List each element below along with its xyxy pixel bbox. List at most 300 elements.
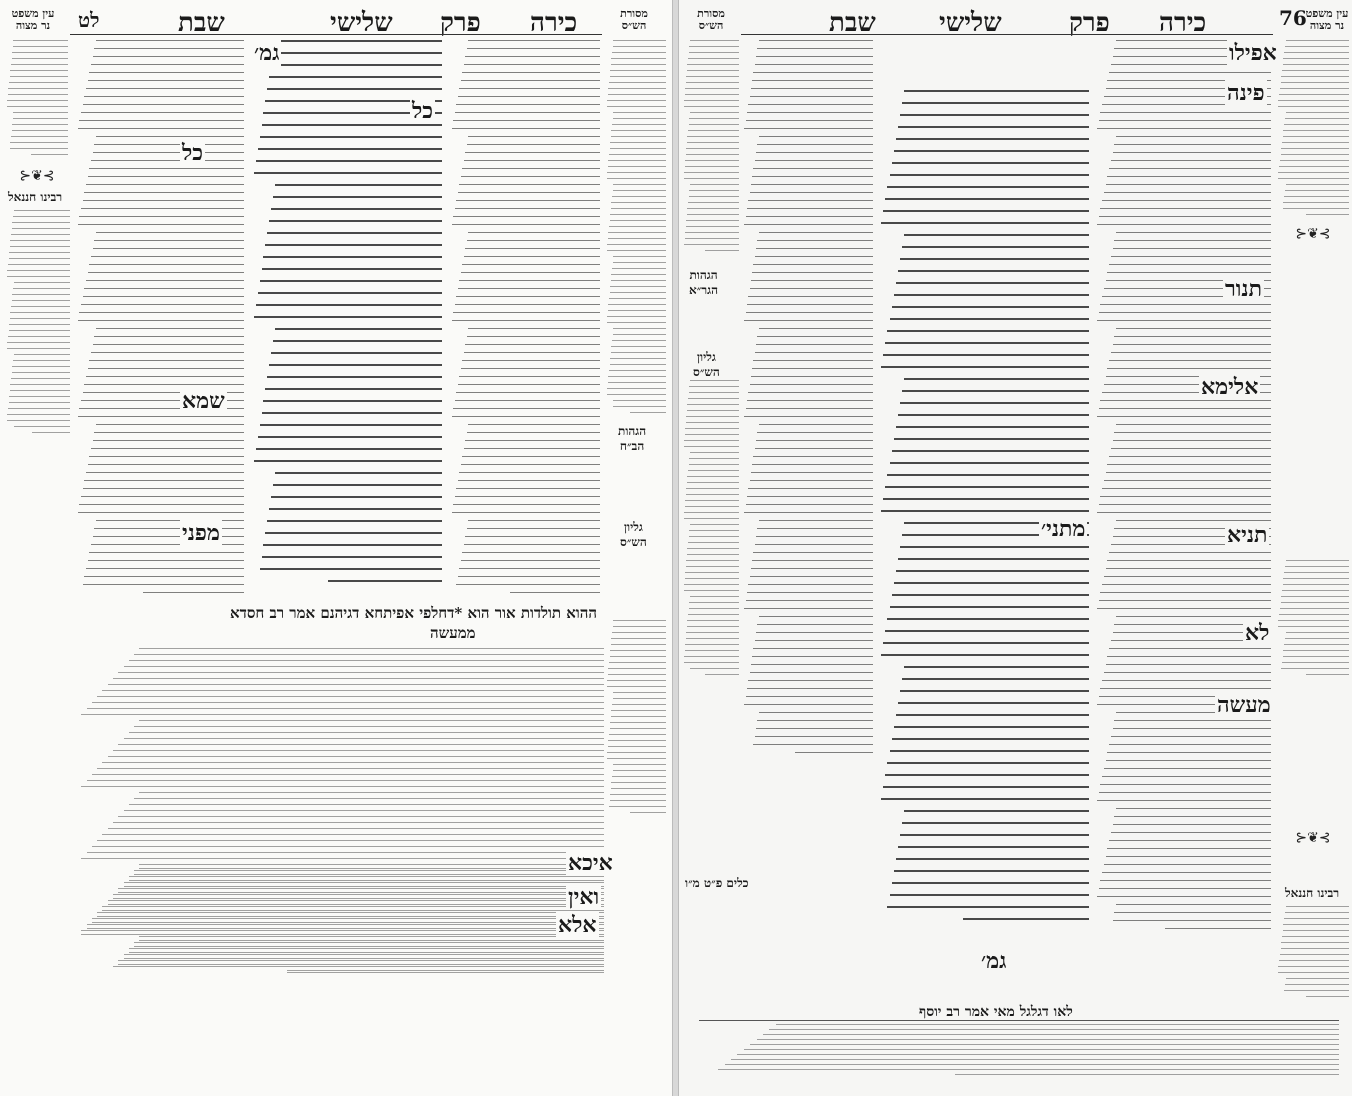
- text-line: [612, 776, 666, 777]
- text-line: [689, 602, 739, 603]
- text-line: [887, 474, 1089, 476]
- text-line: [894, 870, 1089, 872]
- text-line: [86, 568, 244, 569]
- text-line: [84, 96, 244, 97]
- text-line: [96, 40, 244, 41]
- text-line: [91, 160, 244, 161]
- text-line: [86, 376, 244, 377]
- text-line: [12, 52, 68, 53]
- text-line: [613, 620, 666, 621]
- text-line: [7, 100, 68, 101]
- text-line: [904, 90, 1089, 92]
- text-line: [1114, 336, 1271, 337]
- text-line: [759, 136, 873, 137]
- text-line: [690, 380, 739, 381]
- rashi-text: [450, 40, 600, 593]
- gemara-closing-line-2: ממעשה: [430, 624, 476, 642]
- text-line: [129, 732, 604, 733]
- text-line: [458, 480, 601, 481]
- text-line: [685, 506, 739, 507]
- text-line: [610, 70, 666, 71]
- text-line: [1285, 912, 1349, 913]
- text-line: [8, 408, 70, 409]
- text-line: [1111, 736, 1271, 737]
- text-line: [757, 240, 873, 241]
- gemara-heading: גמ׳: [981, 948, 1007, 974]
- text-line: [752, 560, 873, 561]
- text-line: [1111, 256, 1271, 257]
- text-line: [467, 240, 601, 241]
- text-line: [687, 70, 739, 71]
- text-line: [456, 488, 600, 489]
- text-line: [900, 402, 1089, 404]
- text-line: [1113, 440, 1271, 441]
- text-line: [887, 906, 1089, 908]
- text-line: [1281, 76, 1349, 77]
- text-line: [13, 118, 68, 119]
- text-line: [753, 360, 873, 361]
- text-line: [1283, 578, 1349, 579]
- bottom-notes-text: [699, 1024, 1339, 1075]
- text-line: [452, 512, 601, 513]
- text-line: [607, 316, 666, 317]
- text-line: [7, 342, 70, 343]
- text-line: [464, 448, 601, 449]
- text-line: [610, 656, 666, 657]
- text-line: [468, 424, 600, 425]
- text-line: [89, 552, 244, 553]
- text-line: [611, 202, 666, 203]
- rabenu-chananel-column: [6, 210, 70, 440]
- text-line: [458, 576, 601, 577]
- text-line: [737, 1054, 1339, 1055]
- text-line: [1106, 472, 1271, 473]
- text-line: [462, 264, 600, 265]
- text-line: [89, 264, 244, 265]
- text-line: [610, 722, 666, 723]
- chapter-word: פרק: [1069, 8, 1110, 38]
- text-line: [753, 264, 873, 265]
- text-line: [260, 136, 442, 138]
- text-line: [613, 764, 666, 765]
- text-line: [1104, 864, 1271, 865]
- text-line: [462, 72, 600, 73]
- text-line: [1283, 656, 1349, 657]
- rabenu-chananel-text: [1277, 906, 1349, 997]
- text-line: [93, 152, 244, 153]
- text-line: [118, 744, 604, 745]
- text-line: [1114, 240, 1271, 241]
- text-line: [904, 234, 1089, 236]
- text-line: [94, 336, 244, 337]
- text-line: [613, 698, 666, 699]
- text-line: [94, 144, 244, 145]
- text-line: [81, 208, 244, 209]
- text-line: [755, 448, 873, 449]
- text-line: [608, 232, 666, 233]
- text-line: [755, 544, 873, 545]
- text-line: [896, 426, 1089, 428]
- text-line: [630, 812, 666, 813]
- gemara-footer-line: לאו דגלגל מאי אמר רב יוסף: [919, 1004, 1073, 1020]
- text-line: [1102, 680, 1271, 681]
- text-line: [750, 192, 874, 193]
- text-line: [455, 400, 601, 401]
- text-line: [744, 224, 873, 225]
- text-line: [1102, 200, 1271, 201]
- text-line: [609, 370, 666, 371]
- text-line: [83, 584, 244, 585]
- text-line: [461, 272, 601, 273]
- text-line: [748, 104, 873, 105]
- text-line: [686, 76, 739, 77]
- ein-mishpat-label: עין משפט נר מצוה: [1305, 7, 1349, 32]
- mesorat-hashas-column: [606, 40, 666, 420]
- text-line: [744, 1049, 1339, 1050]
- text-line: [92, 774, 604, 775]
- text-line: [687, 214, 739, 215]
- text-line: [1107, 176, 1271, 177]
- text-line: [610, 728, 666, 729]
- text-line: [8, 336, 70, 337]
- text-line: [902, 678, 1089, 680]
- text-line: [271, 208, 442, 210]
- text-line: [456, 200, 600, 201]
- text-line: [1102, 872, 1271, 873]
- text-line: [890, 894, 1090, 896]
- text-line: [892, 162, 1089, 164]
- lekutei-rashi-column: [606, 620, 666, 820]
- text-line: [1106, 760, 1271, 761]
- text-line: [610, 214, 666, 215]
- text-line: [610, 800, 666, 801]
- text-line: [9, 82, 68, 83]
- text-line: [452, 224, 601, 225]
- text-line: [684, 518, 739, 519]
- text-line: [453, 120, 600, 121]
- text-line: [610, 794, 666, 795]
- text-line: [1286, 906, 1349, 907]
- text-line: [898, 846, 1089, 848]
- text-line: [687, 554, 739, 555]
- text-line: [456, 104, 600, 105]
- text-line: [89, 456, 244, 457]
- text-line: [690, 112, 739, 113]
- text-line: [756, 536, 873, 537]
- text-line: [1116, 424, 1271, 425]
- text-line: [753, 744, 873, 745]
- text-line: [9, 396, 70, 397]
- gilyon-hashas-heading: גליון הש״ס: [620, 520, 647, 549]
- text-line: [963, 918, 1089, 920]
- text-line: [690, 452, 739, 453]
- text-line: [748, 296, 873, 297]
- text-line: [459, 280, 600, 281]
- text-line: [688, 130, 739, 131]
- text-line: [689, 118, 739, 119]
- text-line: [608, 166, 666, 167]
- text-line: [1278, 172, 1349, 173]
- text-line: [755, 64, 873, 65]
- text-line: [1306, 674, 1349, 675]
- text-line: [611, 352, 666, 353]
- text-line: [455, 112, 601, 113]
- text-line: [1097, 512, 1271, 513]
- text-line: [287, 970, 604, 971]
- text-line: [750, 480, 874, 481]
- text-line: [265, 244, 442, 246]
- text-line: [753, 648, 873, 649]
- margin-notes-column: [1277, 560, 1349, 680]
- text-line: [686, 488, 739, 489]
- text-line: [795, 752, 873, 753]
- gemara-closing-line: ההוא תולדות אור הוא *דחלפי אפיתחא דגיהנם אמר רב חסדא: [230, 604, 597, 622]
- text-line: [139, 868, 604, 869]
- text-line: [102, 762, 604, 763]
- text-line: [759, 328, 873, 329]
- text-line: [686, 148, 739, 149]
- text-line: [113, 822, 604, 823]
- text-line: [86, 88, 244, 89]
- text-line: [756, 248, 873, 249]
- text-line: [1097, 608, 1271, 609]
- lower-commentary-2: [76, 868, 604, 978]
- text-line: [753, 552, 873, 553]
- text-line: [1283, 208, 1349, 209]
- text-line: [744, 608, 873, 609]
- text-line: [607, 172, 666, 173]
- text-line: [883, 498, 1089, 500]
- text-line: [687, 404, 739, 405]
- text-line: [455, 304, 601, 305]
- text-line: [461, 368, 601, 369]
- text-line: [10, 148, 68, 149]
- text-line: [1114, 144, 1271, 145]
- kol-tosafot-heading: כל: [182, 140, 204, 166]
- text-line: [88, 80, 244, 81]
- text-line: [97, 696, 604, 697]
- text-line: [881, 654, 1089, 656]
- text-line: [763, 1034, 1339, 1035]
- text-line: [102, 690, 604, 691]
- text-line: [757, 144, 873, 145]
- text-line: [750, 288, 874, 289]
- text-line: [81, 112, 244, 113]
- text-line: [92, 846, 604, 847]
- text-line: [608, 304, 666, 305]
- text-line: [464, 64, 601, 65]
- text-line: [747, 208, 873, 209]
- text-line: [1279, 94, 1349, 95]
- text-line: [613, 400, 666, 401]
- text-line: [1107, 752, 1271, 753]
- text-line: [1283, 202, 1349, 203]
- text-line: [78, 416, 244, 417]
- text-line: [1282, 936, 1349, 937]
- text-line: [108, 756, 604, 757]
- text-line: [13, 216, 70, 217]
- chapter-name: כירה: [530, 8, 578, 38]
- text-line: [1282, 662, 1349, 663]
- text-line: [608, 310, 666, 311]
- text-line: [902, 822, 1089, 824]
- text-line: [108, 684, 604, 685]
- text-line: [1279, 166, 1349, 167]
- text-line: [613, 184, 666, 185]
- text-line: [510, 592, 600, 593]
- text-line: [1111, 832, 1271, 833]
- text-line: [1099, 216, 1271, 217]
- text-line: [91, 352, 244, 353]
- text-line: [747, 496, 873, 497]
- text-line: [746, 600, 873, 601]
- text-line: [7, 414, 70, 415]
- text-line: [14, 426, 70, 427]
- text-line: [1283, 130, 1349, 131]
- text-line: [902, 102, 1089, 104]
- ein-mishpat-text: [6, 40, 68, 155]
- text-line: [689, 392, 739, 393]
- text-line: [271, 64, 442, 66]
- text-line: [688, 58, 739, 59]
- text-line: [260, 568, 442, 570]
- text-line: [896, 282, 1089, 284]
- text-line: [751, 88, 873, 89]
- text-line: [757, 1039, 1339, 1040]
- text-line: [607, 250, 666, 251]
- text-line: [1106, 856, 1271, 857]
- text-line: [93, 56, 244, 57]
- text-line: [1100, 304, 1271, 305]
- text-line: [89, 168, 244, 169]
- text-line: [896, 714, 1089, 716]
- header-rule: [741, 34, 1273, 35]
- text-line: [79, 216, 244, 217]
- text-line: [465, 440, 600, 441]
- text-line: [10, 318, 70, 319]
- text-line: [462, 456, 600, 457]
- text-line: [462, 552, 600, 553]
- text-line: [1097, 800, 1271, 801]
- text-line: [904, 810, 1089, 812]
- text-line: [755, 160, 873, 161]
- tosafot-column: [76, 40, 244, 600]
- right-page-header: [679, 6, 1352, 36]
- text-line: [688, 614, 739, 615]
- text-line: [753, 72, 873, 73]
- text-line: [1113, 248, 1271, 249]
- text-line: [748, 200, 873, 201]
- text-line: [1283, 924, 1349, 925]
- text-line: [1283, 650, 1349, 651]
- text-line: [1114, 432, 1271, 433]
- mesorat-hashas-text: [683, 40, 739, 251]
- text-line: [14, 210, 70, 211]
- text-line: [744, 512, 873, 513]
- text-line: [13, 112, 68, 113]
- text-line: [610, 142, 666, 143]
- folio-number: 76: [1279, 6, 1307, 30]
- text-line: [7, 348, 70, 349]
- text-line: [465, 344, 600, 345]
- text-line: [757, 624, 873, 625]
- text-line: [468, 40, 600, 41]
- text-line: [756, 56, 873, 57]
- text-line: [608, 238, 666, 239]
- text-line: [685, 500, 739, 501]
- gemara-text: [879, 90, 1089, 920]
- text-line: [10, 76, 68, 77]
- text-line: [262, 556, 443, 558]
- text-line: [686, 560, 739, 561]
- text-line: [1097, 896, 1271, 897]
- text-line: [1107, 464, 1271, 465]
- text-line: [1104, 768, 1271, 769]
- text-line: [611, 788, 666, 789]
- text-line: [143, 592, 244, 593]
- text-line: [81, 714, 604, 715]
- folio-number: לט: [78, 8, 100, 32]
- text-line: [13, 46, 68, 47]
- text-line: [689, 196, 739, 197]
- tractate-name: שבת: [178, 8, 225, 38]
- text-line: [88, 176, 244, 177]
- text-line: [11, 378, 70, 379]
- text-line: [747, 112, 873, 113]
- text-line: [118, 816, 604, 817]
- text-line: [684, 446, 739, 447]
- text-line: [273, 196, 442, 198]
- text-line: [1104, 672, 1271, 673]
- gilyon-text: [683, 380, 739, 675]
- text-line: [890, 462, 1090, 464]
- text-line: [630, 412, 666, 413]
- text-line: [467, 336, 601, 337]
- text-line: [1278, 100, 1349, 101]
- text-line: [32, 432, 70, 433]
- text-line: [613, 40, 666, 41]
- text-line: [685, 650, 739, 651]
- text-line: [1102, 584, 1271, 585]
- text-line: [84, 192, 244, 193]
- text-line: [892, 306, 1089, 308]
- text-line: [269, 508, 442, 510]
- text-line: [11, 64, 68, 65]
- text-line: [1104, 192, 1271, 193]
- text-line: [887, 618, 1089, 620]
- text-line: [12, 124, 68, 125]
- text-line: [271, 496, 442, 498]
- text-line: [10, 246, 70, 247]
- text-line: [1113, 728, 1271, 729]
- text-line: [455, 496, 601, 497]
- text-line: [1113, 152, 1271, 153]
- text-line: [96, 424, 244, 425]
- ornament-divider-2: ⊱❦⊰: [1295, 830, 1331, 846]
- text-line: [687, 136, 739, 137]
- text-line: [755, 256, 873, 257]
- pina-heading: פינה: [1227, 80, 1265, 106]
- text-line: [1116, 616, 1271, 617]
- text-line: [1286, 112, 1349, 113]
- text-line: [12, 130, 68, 131]
- text-line: [898, 414, 1089, 416]
- text-line: [453, 504, 600, 505]
- text-line: [611, 58, 666, 59]
- text-line: [467, 144, 601, 145]
- text-line: [465, 536, 600, 537]
- text-line: [686, 494, 739, 495]
